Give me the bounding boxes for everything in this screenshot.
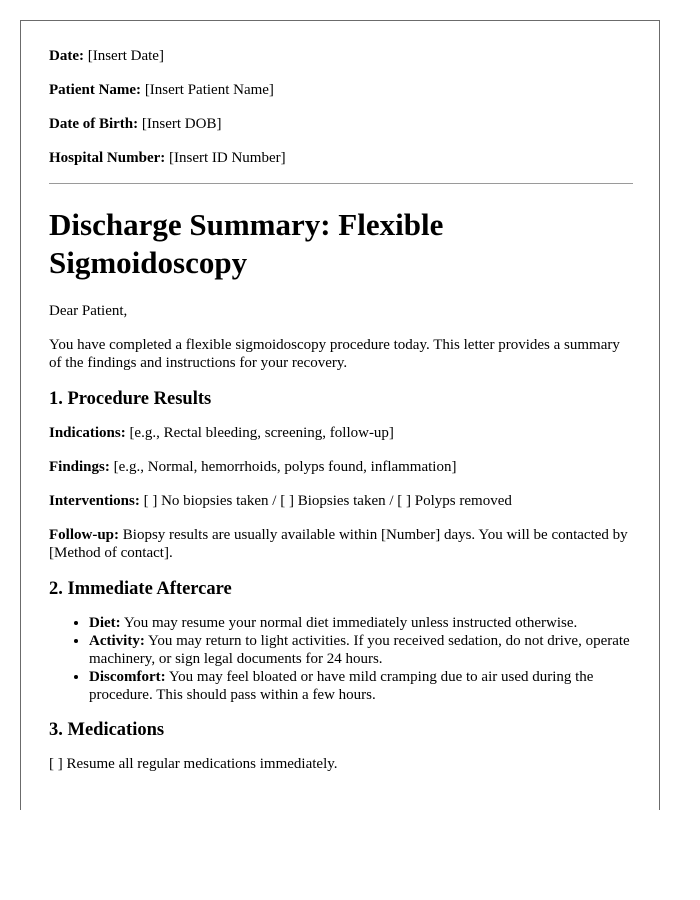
hospital-number-label: Hospital Number:	[49, 150, 166, 166]
list-item-diet	[89, 614, 633, 632]
greeting: Dear Patient,	[49, 303, 128, 319]
indications-value: [e.g., Rectal bleeding, screening, follow-up]	[129, 425, 394, 441]
section-procedure-results-heading: 1. Procedure Results	[49, 389, 212, 409]
patient-name-label: Patient Name:	[49, 82, 142, 98]
hospital-number-line	[49, 149, 633, 167]
patient-name-line	[49, 81, 633, 99]
medications-line: [ ] Resume all regular medications immediately.	[49, 756, 338, 772]
indications-line	[49, 424, 633, 442]
findings-label: Findings:	[49, 459, 110, 475]
hospital-number-value: [Insert ID Number]	[169, 150, 286, 166]
section-aftercare-heading: 2. Immediate Aftercare	[49, 579, 232, 599]
followup-label: Follow-up:	[49, 527, 120, 543]
activity-text: You may return to light activities. If you received sedation, do not drive, operate machinery, or sign legal documents for 24 hours.	[89, 633, 630, 667]
letter-content	[49, 47, 633, 789]
date-label: Date:	[49, 48, 84, 64]
list-item-activity	[89, 632, 633, 668]
activity-label: Activity:	[89, 633, 145, 649]
dob-line	[49, 115, 633, 133]
page-title: Discharge Summary: Flexible Sigmoidoscopy	[49, 207, 444, 280]
dob-value: [Insert DOB]	[141, 116, 222, 132]
interventions-value: [ ] No biopsies taken / [ ] Biopsies taken / [ ] Polyps removed	[143, 493, 512, 509]
interventions-line	[49, 492, 633, 510]
followup-line	[49, 526, 633, 562]
list-item-discomfort	[89, 668, 633, 704]
followup-value: Biopsy results are usually available within [Number] days. You will be contacted by [Method of contact].	[49, 527, 628, 561]
diet-label: Diet:	[89, 615, 121, 631]
discomfort-label: Discomfort:	[89, 669, 166, 685]
indications-label: Indications:	[49, 425, 126, 441]
diet-text: You may resume your normal diet immediately unless instructed otherwise.	[123, 615, 578, 631]
date-line	[49, 47, 633, 65]
header-divider	[49, 183, 633, 184]
patient-name-value: [Insert Patient Name]	[144, 82, 274, 98]
section-medications-heading: 3. Medications	[49, 720, 165, 740]
findings-value: [e.g., Normal, hemorrhoids, polyps found, inflammation]	[113, 459, 457, 475]
letter-page	[20, 20, 660, 810]
dob-label: Date of Birth:	[49, 116, 139, 132]
interventions-label: Interventions:	[49, 493, 140, 509]
discomfort-text: You may feel bloated or have mild cramping due to air used during the procedure. This should pass within a few hours.	[89, 669, 594, 703]
intro-paragraph: You have completed a flexible sigmoidoscopy procedure today. This letter provides a summary of the findings and instructions for your recovery.	[49, 337, 620, 371]
findings-line	[49, 458, 633, 476]
aftercare-list	[49, 614, 633, 704]
date-value: [Insert Date]	[87, 48, 164, 64]
